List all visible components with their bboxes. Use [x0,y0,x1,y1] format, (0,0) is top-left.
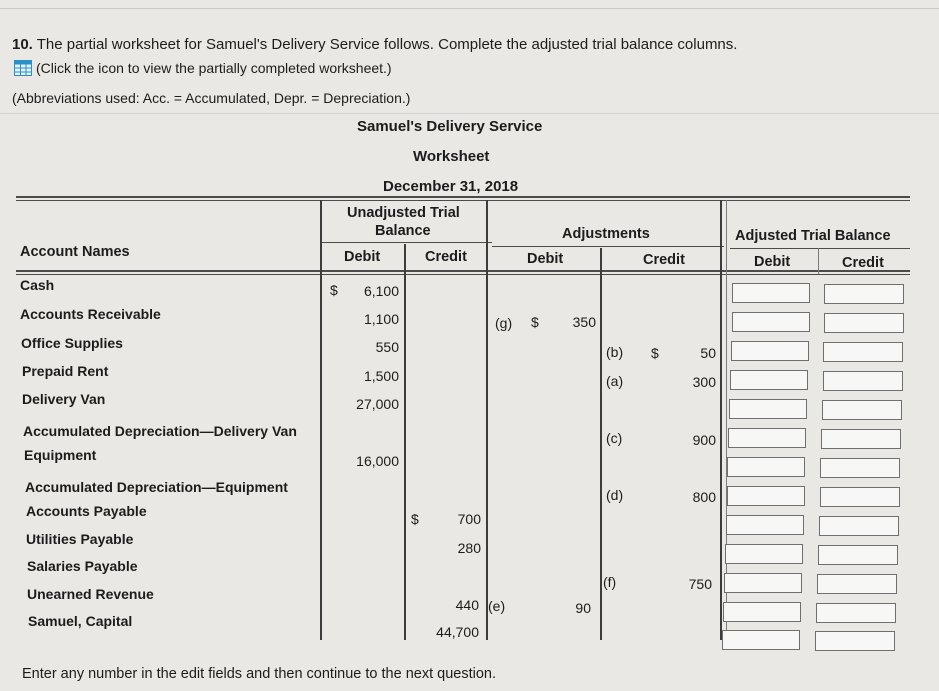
adjusted-debit-input[interactable] [724,573,802,593]
unadj-debit-header: Debit [344,249,381,265]
adjusted-debit-input[interactable] [732,312,810,332]
adjustment-credit-value: 800 [692,489,716,505]
table-top-rule-2 [16,200,910,201]
unadjusted-debit-value: 550 [375,339,399,355]
adjusted-debit-header: Debit [754,254,791,270]
adjusted-credit-input[interactable] [815,631,895,651]
unadjusted-debit-value: 1,500 [363,368,399,384]
account-name: Accounts Payable [26,503,147,519]
unadjusted-header-1: Unadjusted Trial [347,205,460,221]
col-line [720,200,722,640]
adjusted-credit-input[interactable] [820,458,900,478]
adjusted-debit-input[interactable] [731,341,809,361]
icon-hint-text: (Click the icon to view the partially completed worksheet.) [36,60,392,76]
section-divider [0,113,939,114]
unadjusted-credit-value: 700 [457,511,481,527]
adj-debit-header: Debit [527,251,564,267]
adjustments-header: Adjustments [562,226,650,242]
account-name: Utilities Payable [26,531,134,547]
adjusted-credit-input[interactable] [821,429,901,449]
dollar-sign: $ [411,511,419,527]
unadjusted-credit-value: 44,700 [436,624,479,640]
adjusted-credit-input[interactable] [823,371,903,391]
col-line [486,200,488,640]
adjusted-debit-input[interactable] [726,515,804,535]
adjusted-debit-input[interactable] [730,370,808,390]
adjusted-credit-header: Credit [842,255,884,271]
adjusted-credit-input[interactable] [817,574,897,594]
unadjusted-debit-value: 6,100 [363,283,399,299]
col-line [320,200,322,640]
col-line [600,248,602,640]
adjustments-underline [492,246,724,247]
table-icon[interactable] [14,60,32,76]
unadjusted-debit-value: 16,000 [356,453,399,469]
adjusted-header: Adjusted Trial Balance [735,228,891,244]
adjusted-debit-input[interactable] [725,544,803,564]
adjusted-credit-input[interactable] [818,545,898,565]
adjustment-label: (f) [603,574,617,590]
unadjusted-debit-value: 27,000 [356,396,399,412]
account-name: Salaries Payable [27,558,138,574]
adjusted-debit-input[interactable] [723,602,801,622]
adjusted-credit-input[interactable] [820,487,900,507]
adjustment-debit-value: 90 [575,600,591,616]
col-line [404,244,406,640]
unadjusted-debit-value: 1,100 [363,311,399,327]
adjustment-label: (a) [606,373,624,389]
abbreviations-note: (Abbreviations used: Acc. = Accumulated, Depr. = Depreciation.) [12,90,411,106]
adjusted-credit-input[interactable] [824,313,904,333]
adjusted-credit-input[interactable] [824,284,904,304]
company-name: Samuel's Delivery Service [357,118,543,135]
account-name: Office Supplies [21,335,123,351]
account-name: Accumulated Depreciation—Equipment [25,479,288,495]
adjusted-credit-input[interactable] [819,516,899,536]
adjustment-debit-value: 350 [572,314,596,330]
account-names-header: Account Names [20,244,130,260]
adjusted-credit-input[interactable] [823,342,903,362]
question-text [12,36,737,53]
worksheet-date: December 31, 2018 [383,178,519,195]
col-line [818,248,819,274]
adjustment-label: (b) [606,344,624,360]
adj-credit-header: Credit [643,252,685,268]
adjusted-credit-input[interactable] [822,400,902,420]
adjusted-debit-input[interactable] [732,283,810,303]
worksheet-title: Worksheet [413,148,490,165]
account-name: Accounts Receivable [20,306,161,322]
account-name: Accumulated Depreciation—Delivery Van [23,423,297,439]
adjustment-label: (c) [606,430,623,446]
adjustment-credit-value: 900 [692,432,716,448]
adjusted-debit-input[interactable] [722,630,800,650]
question-body: The partial worksheet for Samuel's Delivery Service follows. Complete the adjusted trial balance columns. [36,36,738,53]
adjusted-debit-input[interactable] [727,457,805,477]
worksheet-link[interactable] [14,60,392,76]
adjustment-label: (g) [495,315,513,331]
top-divider [0,8,939,9]
adjustment-label: (d) [606,487,624,503]
adjusted-debit-input[interactable] [729,399,807,419]
account-name: Delivery Van [22,391,106,407]
account-name: Cash [20,277,55,293]
adjusted-debit-input[interactable] [728,428,806,448]
unadjusted-header-2: Balance [375,223,431,239]
header-bottom-rule [16,270,910,272]
dollar-sign: $ [651,345,659,361]
adjusted-underline [730,248,910,249]
question-number: 10. [12,36,33,53]
adjusted-debit-input[interactable] [727,486,805,506]
instruction-footer: Enter any number in the edit fields and then continue to the next question. [22,666,496,682]
dollar-sign: $ [531,314,539,330]
account-name: Unearned Revenue [27,586,154,602]
header-bottom-rule-2 [16,274,910,275]
dollar-sign: $ [330,282,338,298]
unadjusted-credit-value: 440 [455,597,479,613]
adjusted-credit-input[interactable] [816,603,896,623]
account-name: Prepaid Rent [22,363,109,379]
unadjusted-credit-value: 280 [457,540,481,556]
adjustment-credit-value: 50 [700,345,716,361]
account-name: Equipment [24,447,97,463]
adjustment-credit-value: 300 [692,374,716,390]
account-name: Samuel, Capital [28,613,133,629]
table-top-rule [16,196,910,198]
adjustment-credit-value: 750 [688,576,712,592]
adjustment-label: (e) [488,598,506,614]
unadj-credit-header: Credit [425,249,467,265]
unadjusted-underline [322,242,492,243]
